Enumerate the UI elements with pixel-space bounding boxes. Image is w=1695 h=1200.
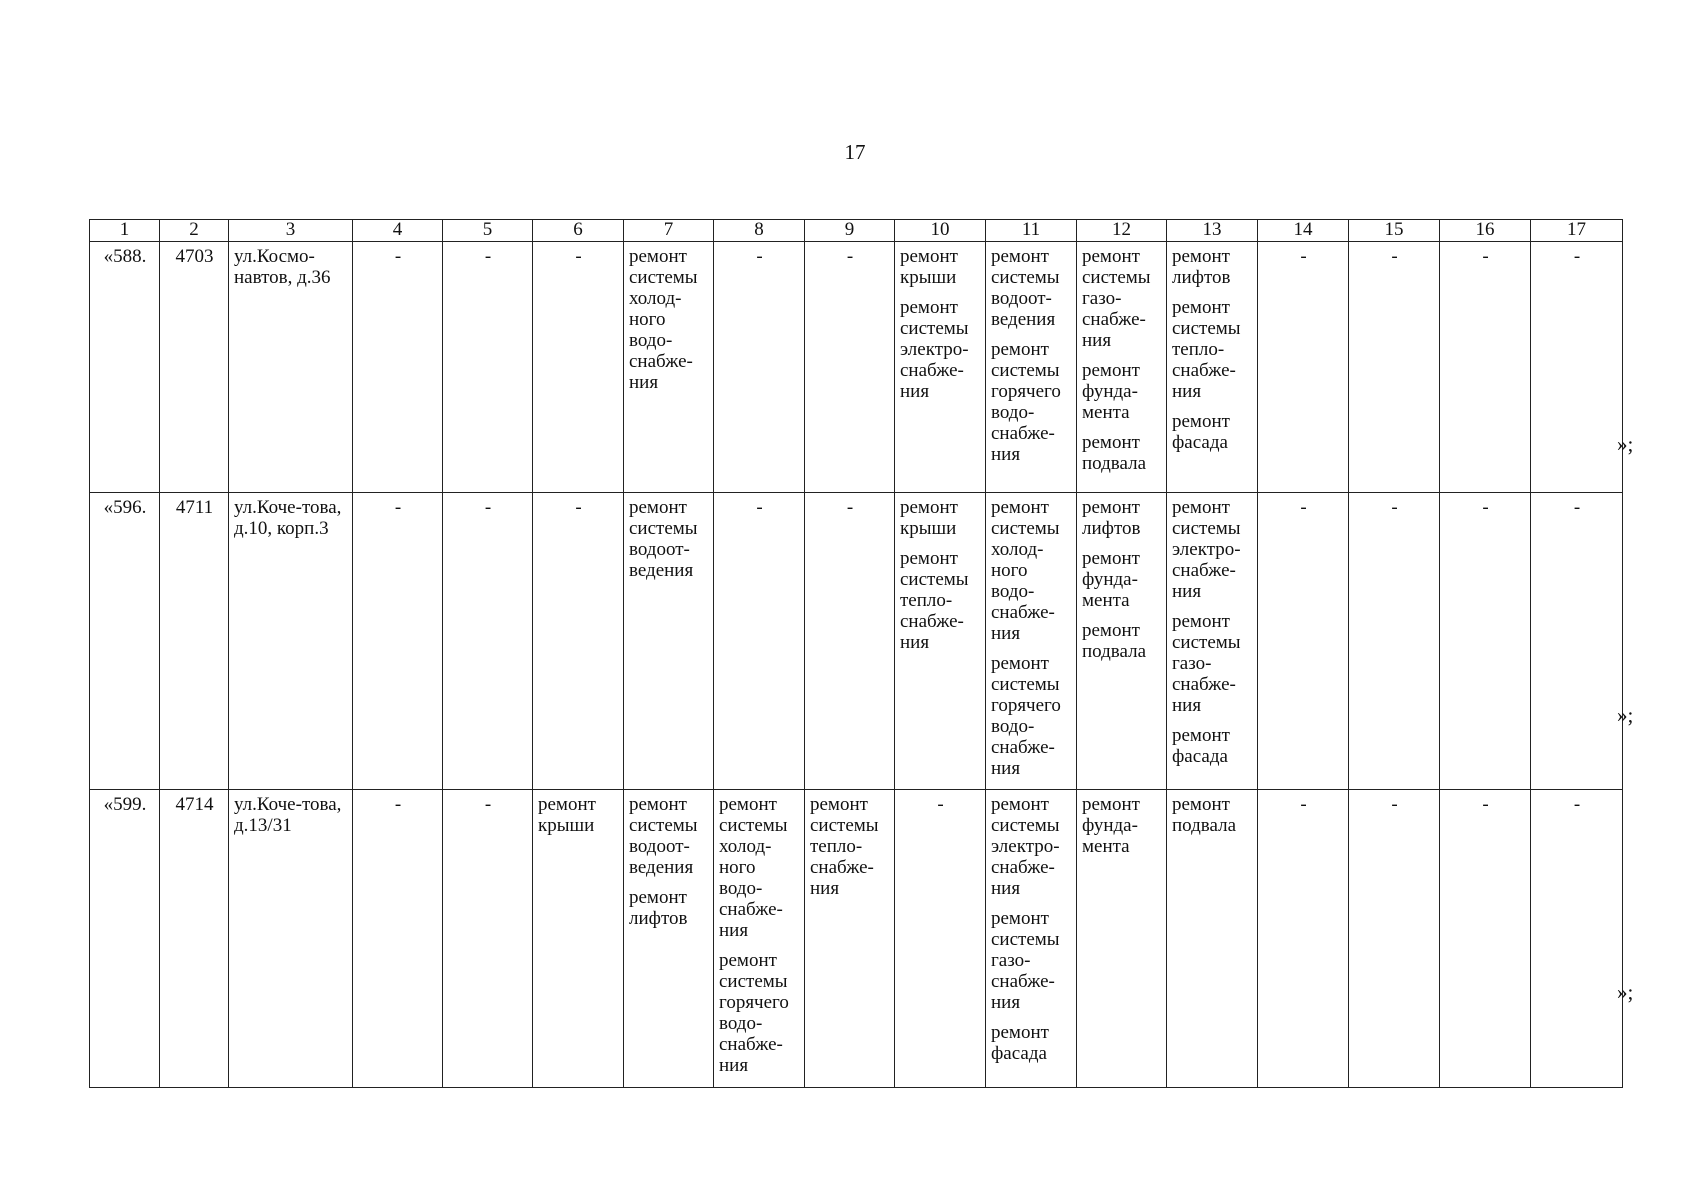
table-row bbox=[90, 242, 1623, 493]
column-header-17: 17 bbox=[1531, 220, 1623, 242]
table-cell-col-10 bbox=[895, 493, 986, 790]
cell-entry: ул.Коче-това, д.10, корп.3 bbox=[234, 497, 342, 539]
table-cell-col-6 bbox=[533, 790, 624, 1088]
row-closing-quote: »; bbox=[1617, 703, 1634, 727]
cell-entry: - bbox=[756, 246, 763, 267]
cell-entry: - bbox=[1482, 794, 1489, 815]
column-header-9: 9 bbox=[805, 220, 895, 242]
cell-entry: - bbox=[1391, 497, 1398, 518]
column-header-3: 3 bbox=[229, 220, 353, 242]
cell-entry: ремонт фунда-мента bbox=[1082, 548, 1140, 611]
table-cell-col-7 bbox=[624, 790, 714, 1088]
table-cell-col-12 bbox=[1077, 790, 1167, 1088]
cell-entry: ремонт системы холод-ного водо-снабже-ния bbox=[991, 497, 1060, 644]
cell-entry: ремонт системы водоот-ведения bbox=[629, 497, 698, 581]
table-cell-col-5 bbox=[443, 242, 533, 493]
cell-entry: ремонт системы водоот-ведения bbox=[991, 246, 1060, 330]
table-cell-col-6 bbox=[533, 493, 624, 790]
table-cell-col-2 bbox=[160, 790, 229, 1088]
table-cell-col-2 bbox=[160, 242, 229, 493]
cell-entry: ремонт системы газо-снабже-ния bbox=[991, 908, 1060, 1013]
cell-entry: ремонт лифтов bbox=[1172, 246, 1231, 288]
cell-entry: ремонт крыши bbox=[900, 246, 958, 288]
cell-entry: - bbox=[1482, 246, 1489, 267]
page-number: 17 bbox=[844, 140, 866, 164]
cell-entry: ремонт фунда-мента bbox=[1082, 794, 1140, 857]
cell-entry: ремонт лифтов bbox=[629, 887, 688, 929]
table-cell-col-5 bbox=[443, 790, 533, 1088]
table-cell-col-3 bbox=[229, 790, 353, 1088]
cell-entry: ремонт системы электро-снабже-ния bbox=[1172, 497, 1241, 602]
table-cell-col-15 bbox=[1349, 493, 1440, 790]
table-cell-col-5 bbox=[443, 493, 533, 790]
table-cell-col-13 bbox=[1167, 242, 1258, 493]
table-cell-col-17 bbox=[1531, 242, 1623, 493]
cell-entry: - bbox=[1573, 497, 1581, 518]
repair-schedule-table bbox=[89, 219, 1623, 1088]
cell-entry: «588. bbox=[103, 246, 147, 267]
cell-entry: - bbox=[937, 794, 944, 815]
table-cell-col-4 bbox=[353, 242, 443, 493]
table-cell-col-16 bbox=[1440, 242, 1531, 493]
table-cell-col-17 bbox=[1531, 493, 1623, 790]
table-cell-col-13 bbox=[1167, 493, 1258, 790]
table-row bbox=[90, 790, 1623, 1088]
cell-entry: ремонт системы холод-ного водо-снабже-ния bbox=[719, 794, 788, 941]
column-header-5: 5 bbox=[443, 220, 533, 242]
cell-entry: ул.Коче-това, д.13/31 bbox=[234, 794, 342, 836]
table-cell-col-1 bbox=[90, 790, 160, 1088]
cell-entry: ремонт системы горячего водо-снабже-ния bbox=[991, 339, 1061, 465]
table-cell-col-16 bbox=[1440, 493, 1531, 790]
table-cell-col-14 bbox=[1258, 493, 1349, 790]
cell-entry: ремонт системы горячего водо-снабже-ния bbox=[719, 950, 789, 1076]
cell-entry: - bbox=[484, 497, 492, 518]
column-number-row bbox=[90, 220, 1623, 242]
column-header-13: 13 bbox=[1167, 220, 1258, 242]
row-closing-quote: »; bbox=[1617, 432, 1634, 456]
table-cell-col-2 bbox=[160, 493, 229, 790]
cell-entry: - bbox=[1391, 794, 1398, 815]
table-cell-col-8 bbox=[714, 493, 805, 790]
cell-entry: - bbox=[1573, 246, 1581, 267]
table-cell-col-9 bbox=[805, 790, 895, 1088]
cell-entry: - bbox=[756, 497, 763, 518]
cell-entry: ремонт подвала bbox=[1082, 620, 1147, 662]
cell-entry: ремонт лифтов bbox=[1082, 497, 1141, 539]
cell-entry: «596. bbox=[103, 497, 147, 518]
table-cell-col-11 bbox=[986, 790, 1077, 1088]
column-header-10: 10 bbox=[895, 220, 986, 242]
cell-entry: - bbox=[394, 497, 402, 518]
column-header-1: 1 bbox=[90, 220, 160, 242]
cell-entry: - bbox=[1300, 246, 1307, 267]
column-header-15: 15 bbox=[1349, 220, 1440, 242]
table-cell-col-9 bbox=[805, 493, 895, 790]
table-cell-col-11 bbox=[986, 493, 1077, 790]
table-cell-col-13 bbox=[1167, 790, 1258, 1088]
table-cell-col-16 bbox=[1440, 790, 1531, 1088]
table-row bbox=[90, 493, 1623, 790]
table-cell-col-15 bbox=[1349, 242, 1440, 493]
cell-entry: - bbox=[1573, 794, 1581, 815]
column-header-8: 8 bbox=[714, 220, 805, 242]
cell-entry: - bbox=[394, 794, 402, 815]
cell-entry: ремонт системы тепло-снабже-ния bbox=[1172, 297, 1241, 402]
table-cell-col-8 bbox=[714, 790, 805, 1088]
cell-entry: ремонт крыши bbox=[538, 794, 596, 836]
cell-entry: «599. bbox=[103, 794, 147, 815]
column-header-16: 16 bbox=[1440, 220, 1531, 242]
column-header-2: 2 bbox=[160, 220, 229, 242]
table-cell-col-12 bbox=[1077, 493, 1167, 790]
table-cell-col-4 bbox=[353, 493, 443, 790]
column-header-12: 12 bbox=[1077, 220, 1167, 242]
cell-entry: - bbox=[484, 246, 492, 267]
table-cell-col-1 bbox=[90, 242, 160, 493]
cell-entry: ремонт системы водоот-ведения bbox=[629, 794, 698, 878]
table-cell-col-7 bbox=[624, 493, 714, 790]
table-cell-col-11 bbox=[986, 242, 1077, 493]
row-closing-quote: »; bbox=[1617, 980, 1634, 1004]
cell-entry: ремонт фасада bbox=[991, 1022, 1049, 1064]
table-cell-col-10 bbox=[895, 242, 986, 493]
cell-entry: - bbox=[1300, 497, 1307, 518]
cell-entry: ремонт системы тепло-снабже-ния bbox=[810, 794, 879, 899]
cell-entry: - bbox=[484, 794, 492, 815]
cell-entry: 4703 bbox=[175, 246, 214, 267]
column-header-11: 11 bbox=[986, 220, 1077, 242]
cell-entry: - bbox=[846, 497, 854, 518]
cell-entry: - bbox=[846, 246, 854, 267]
column-header-7: 7 bbox=[624, 220, 714, 242]
cell-entry: ремонт фунда-мента bbox=[1082, 360, 1140, 423]
table-cell-col-3 bbox=[229, 242, 353, 493]
cell-entry: - bbox=[575, 497, 582, 518]
table-cell-col-8 bbox=[714, 242, 805, 493]
table-cell-col-4 bbox=[353, 790, 443, 1088]
table-cell-col-1 bbox=[90, 493, 160, 790]
cell-entry: - bbox=[1300, 794, 1307, 815]
cell-entry: ремонт фасада bbox=[1172, 411, 1230, 453]
cell-entry: ремонт системы газо-снабже-ния bbox=[1172, 611, 1241, 716]
table-cell-col-12 bbox=[1077, 242, 1167, 493]
cell-entry: ремонт системы холод-ного водо-снабже-ния bbox=[629, 246, 698, 393]
column-header-6: 6 bbox=[533, 220, 624, 242]
cell-entry: ремонт подвала bbox=[1172, 794, 1237, 836]
table-cell-col-15 bbox=[1349, 790, 1440, 1088]
table-cell-col-6 bbox=[533, 242, 624, 493]
table-cell-col-14 bbox=[1258, 242, 1349, 493]
table-cell-col-3 bbox=[229, 493, 353, 790]
cell-entry: - bbox=[1391, 246, 1398, 267]
cell-entry: - bbox=[1482, 497, 1489, 518]
cell-entry: ремонт системы горячего водо-снабже-ния bbox=[991, 653, 1061, 779]
cell-entry: ремонт системы тепло-снабже-ния bbox=[900, 548, 969, 653]
cell-entry: 4714 bbox=[175, 794, 214, 815]
table-cell-col-7 bbox=[624, 242, 714, 493]
table-cell-col-10 bbox=[895, 790, 986, 1088]
table-body bbox=[90, 242, 1623, 1088]
cell-entry: ремонт системы электро-снабже-ния bbox=[991, 794, 1060, 899]
column-header-4: 4 bbox=[353, 220, 443, 242]
cell-entry: ремонт системы газо-снабже-ния bbox=[1082, 246, 1151, 351]
cell-entry: ремонт системы электро-снабже-ния bbox=[900, 297, 969, 402]
cell-entry: ремонт фасада bbox=[1172, 725, 1230, 767]
cell-entry: ул.Космо-навтов, д.36 bbox=[234, 246, 331, 288]
cell-entry: - bbox=[575, 246, 582, 267]
table-cell-col-9 bbox=[805, 242, 895, 493]
cell-entry: - bbox=[394, 246, 402, 267]
cell-entry: ремонт подвала bbox=[1082, 432, 1147, 474]
cell-entry: 4711 bbox=[175, 497, 214, 518]
table-cell-col-17 bbox=[1531, 790, 1623, 1088]
repair-schedule-table-container bbox=[89, 219, 1614, 1088]
column-header-14: 14 bbox=[1258, 220, 1349, 242]
cell-entry: ремонт крыши bbox=[900, 497, 958, 539]
table-cell-col-14 bbox=[1258, 790, 1349, 1088]
